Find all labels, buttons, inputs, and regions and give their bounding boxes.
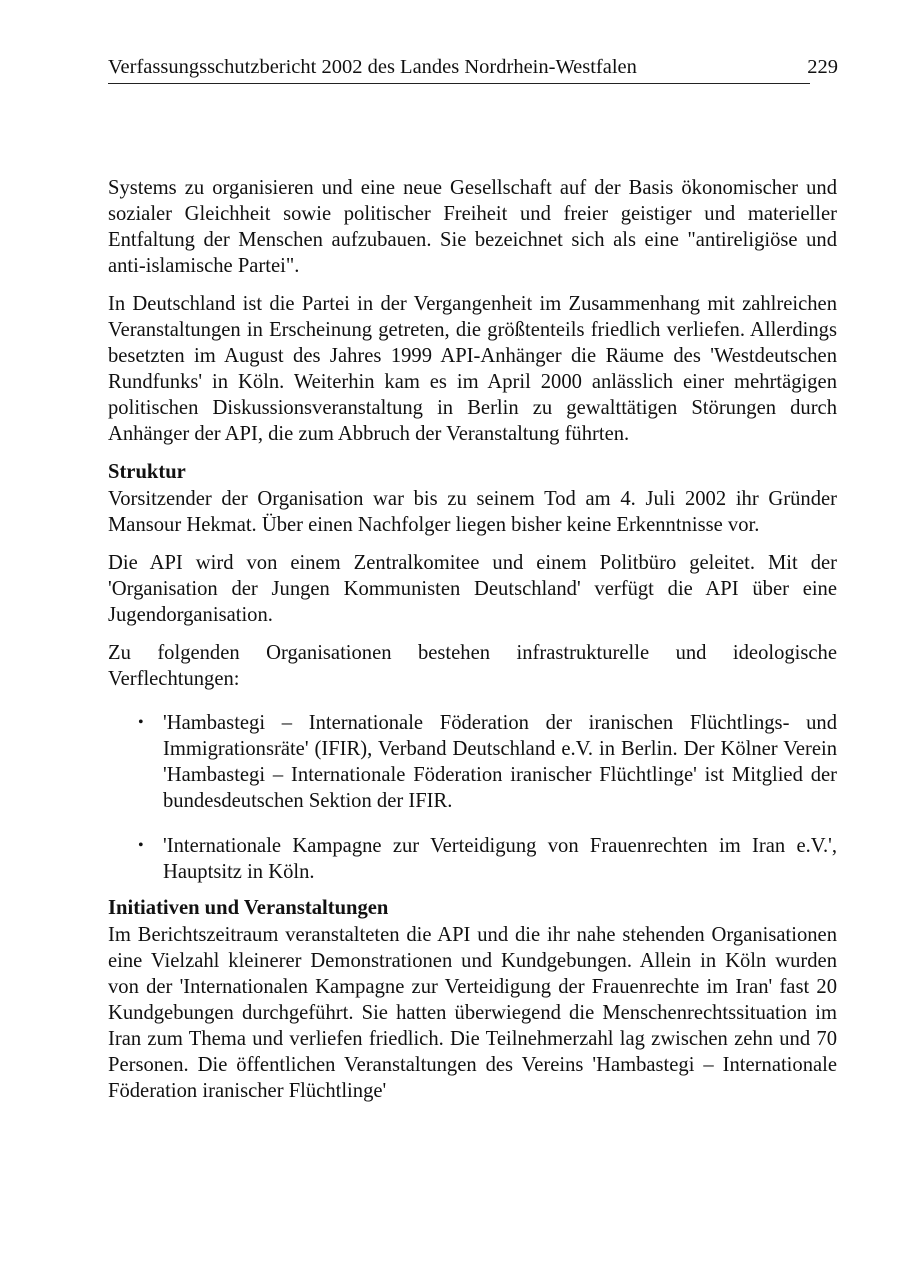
paragraph-events: Im Berichtszeitraum veranstalteten die API und die ihr nahe stehenden Organisationen eine Vielzahl kleinerer Demonstrationen und Kundgebungen. Allein in Köln wurden von der 'Internationalen Kampagne zur Verteidigung der Frauenrechte im Iran' fast 20 Kundgebungen durchgeführt. Sie hatten überwiegend die Menschenrechtssituation im Iran zum Thema und verliefen friedlich. Die Teilnehmerzahl lag zwischen zehn und 70 Personen. Die öffentlichen Veranstaltungen des Vereins 'Hambastegi – Internationale Föderation iranischer Flüchtlinge' xyxy=(108,924,837,1102)
list-item-text: 'Hambastegi – Internationale Föderation der iranischen Flüchtlings- und Immigrationsräte' (IFIR), Verband Deutschland e.V. in Berlin. Der Kölner Verein 'Hambastegi – Internationale Föderation iranischer Flüchtlinge' ist Mitglied der bundesdeutschen Sektion der IFIR. xyxy=(163,712,837,812)
section-heading-struktur: Struktur xyxy=(108,461,186,483)
running-header-title: Verfassungsschutzbericht 2002 des Landes Nordrhein-Westfalen xyxy=(108,56,637,78)
section-heading-initiativen: Initiativen und Veranstaltungen xyxy=(108,897,389,919)
bullet-icon: • xyxy=(138,837,144,854)
paragraph-leadership: Vorsitzender der Organisation war bis zu seinem Tod am 4. Juli 2002 ihr Gründer Mansour Hekmat. Über einen Nachfolger liegen bisher keine Erkenntnisse vor. xyxy=(108,488,837,536)
bullet-list xyxy=(108,710,837,885)
paragraph-history: In Deutschland ist die Partei in der Vergangenheit im Zusammenhang mit zahlreichen Veranstaltungen in Erscheinung getreten, die größtenteils friedlich verliefen. Allerdings besetzten im August des Jahres 1999 API-Anhänger die Räume des 'Westdeutschen Rundfunks' in Köln. Weiterhin kam es im April 2000 anlässlich einer mehrtägigen politischen Diskussionsveranstaltung in Berlin zu gewalttätigen Störungen durch Anhänger der API, die zum Abbruch der Veranstaltung führten. xyxy=(108,293,837,445)
bullet-icon: • xyxy=(138,714,144,731)
list-item-text: 'Internationale Kampagne zur Verteidigung von Frauenrechten im Iran e.V.', Hauptsitz in Köln. xyxy=(163,835,837,883)
paragraph-organization: Die API wird von einem Zentralkomitee und einem Politbüro geleitet. Mit der 'Organisation der Jungen Kommunisten Deutschland' verfügt die API über eine Jugendorganisation. xyxy=(108,552,837,626)
page-number: 229 xyxy=(807,56,838,78)
page-header xyxy=(108,54,838,84)
list-item xyxy=(108,710,837,814)
paragraph-continuation: Systems zu organisieren und eine neue Gesellschaft auf der Basis ökonomischer und sozialer Gleichheit sowie politischer Freiheit und freier geistiger und materieller Entfaltung der Menschen aufzubauen. Sie bezeichnet sich als eine "antireligiöse und anti-islamische Partei". xyxy=(108,177,837,277)
paragraph-links-intro: Zu folgenden Organisationen bestehen infrastrukturelle und ideologische Verflechtungen: xyxy=(108,642,837,690)
list-item xyxy=(108,833,837,885)
document-body xyxy=(108,175,837,1116)
